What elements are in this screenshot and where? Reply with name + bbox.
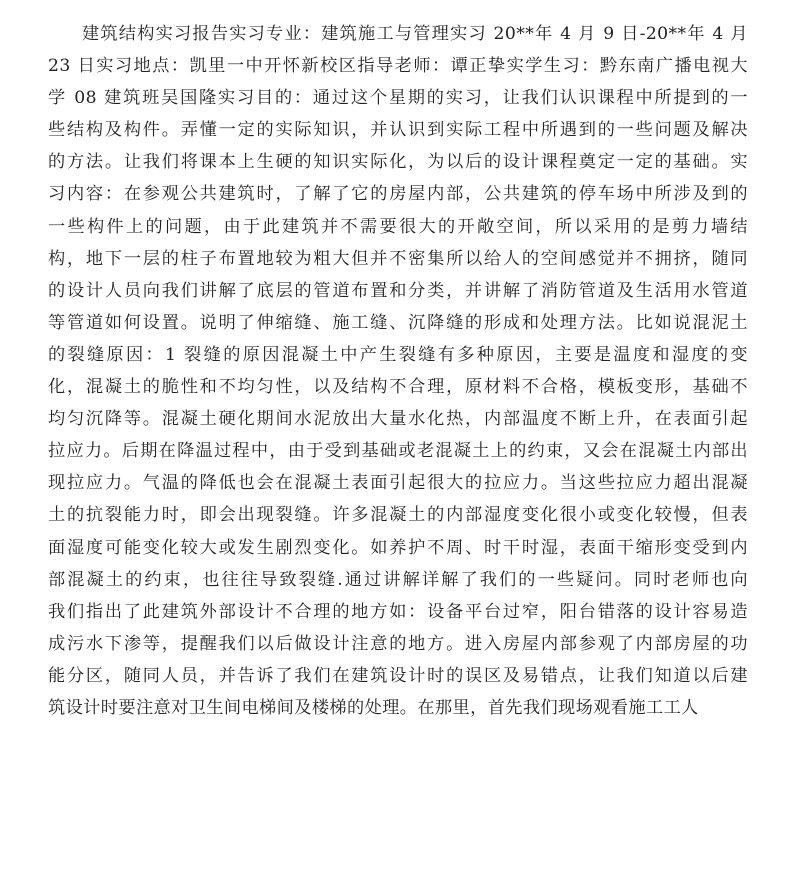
text-line: 拉应力。后期在降温过程中，由于受到基础或老混凝土上的约束，又会在混凝土内部出 — [48, 441, 748, 462]
text-line: 现拉应力。气温的降低也会在混凝土表面引起很大的拉应力。当这些拉应力超出混凝 — [48, 473, 748, 494]
text-line: 筑设计时要注意对卫生间电梯间及楼梯的处理。在那里，首先我们现场观看施工工人 — [48, 697, 699, 718]
text-line: 我们指出了此建筑外部设计不合理的地方如：设备平台过窄，阳台错落的设计容易造 — [48, 601, 748, 622]
text-line: 学 08 建筑班吴国隆实习目的：通过这个星期的实习，让我们认识课程中所提到的一 — [48, 88, 748, 109]
text-line: 化，混凝土的脆性和不均匀性，以及结构不合理，原材料不合格，模板变形，基础不 — [48, 377, 748, 398]
text-line: 的裂缝原因：1 裂缝的原因混凝土中产生裂缝有多种原因，主要是温度和湿度的变 — [48, 344, 748, 365]
body-paragraph — [48, 18, 748, 724]
text-line: 构，地下一层的柱子布置地较为粗大但并不密集所以给人的空间感觉并不拥挤，随同 — [48, 248, 748, 269]
text-line: 均匀沉降等。混凝土硬化期间水泥放出大量水化热，内部温度不断上升，在表面引起 — [48, 409, 748, 430]
text-line: 土的抗裂能力时，即会出现裂缝。许多混凝土的内部湿度变化很小或变化较慢，但表 — [48, 505, 748, 526]
text-line: 些结构及构件。弄懂一定的实际知识，并认识到实际工程中所遇到的一些问题及解决 — [48, 120, 748, 141]
text-line: 建筑结构实习报告实习专业：建筑施工与管理实习 20**年 4 月 9 日-20**年 4 月 — [82, 24, 749, 44]
text-line: 一些构件上的问题，由于此建筑并不需要很大的开敞空间，所以采用的是剪力墙结 — [48, 216, 748, 237]
text-line: 的设计人员向我们讲解了底层的管道布置和分类，并讲解了消防管道及生活用水管道 — [48, 280, 748, 301]
text-line: 面湿度可能变化较大或发生剧烈变化。如养护不周、时干时湿，表面干缩形变受到内 — [48, 537, 748, 558]
text-line: 习内容：在参观公共建筑时，了解了它的房屋内部，公共建筑的停车场中所涉及到的 — [48, 184, 748, 205]
text-line: 能分区，随同人员，并告诉了我们在建筑设计时的误区及易错点，让我们知道以后建 — [48, 665, 748, 686]
text-line: 成污水下渗等，提醒我们以后做设计注意的地方。进入房屋内部参观了内部房屋的功 — [48, 633, 748, 654]
text-line: 的方法。让我们将课本上生硬的知识实际化，为以后的设计课程奠定一定的基础。实 — [48, 152, 748, 173]
text-line: 等管道如何设置。说明了伸缩缝、施工缝、沉降缝的形成和处理方法。比如说混泥土 — [48, 312, 748, 333]
text-line: 部混凝土的约束，也往往导致裂缝.通过讲解详解了我们的一些疑问。同时老师也向 — [48, 569, 748, 590]
text-line: 23 日实习地点：凯里一中开怀新校区指导老师：谭正挚实学生习：黔东南广播电视大 — [48, 56, 748, 77]
